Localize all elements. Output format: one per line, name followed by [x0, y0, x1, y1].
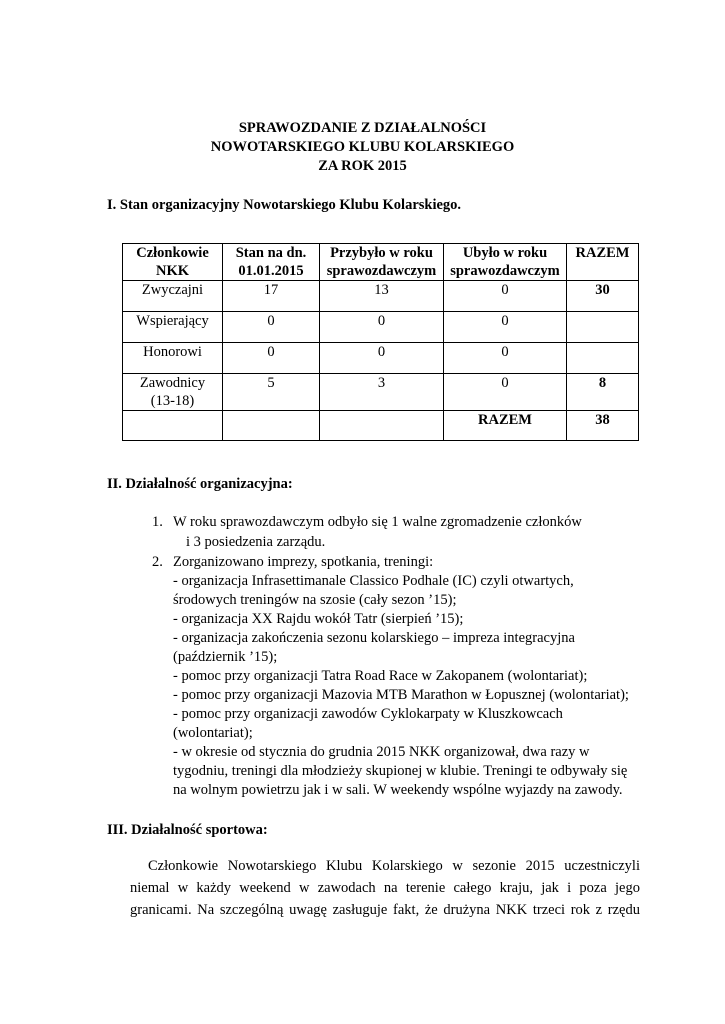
header-razem: RAZEM — [567, 244, 639, 281]
report-title-line2: NOWOTARSKIEGO KLUBU KOLARSKIEGO — [210, 139, 515, 155]
cell-stan: 0 — [223, 343, 320, 374]
cell-przybylo: 0 — [320, 312, 444, 343]
cell-name: Zawodnicy (13-18) — [123, 374, 223, 411]
table-row — [123, 374, 639, 411]
cell-razem — [567, 312, 639, 343]
cell-przybylo: 0 — [320, 343, 444, 374]
cell-empty — [223, 411, 320, 441]
paragraph-line: Członkowie Nowotarskiego Klubu Kolarskiego w sezonie 2015 uczestniczyli — [148, 858, 640, 874]
cell-przybylo: 13 — [320, 281, 444, 312]
report-title-line3: ZA ROK 2015 — [318, 158, 407, 174]
cell-stan: 5 — [223, 374, 320, 411]
list-item: - pomoc przy organizacji Tatra Road Race w Zakopanem (wolontariat); — [173, 668, 588, 684]
section3-heading: III. Działalność sportowa: — [107, 822, 268, 838]
cell-ubylo: 0 — [444, 374, 567, 411]
section2-heading: II. Działalność organizacyjna: — [107, 476, 293, 492]
total-value: 38 — [567, 411, 639, 441]
list-item: na wolnym powietrzu jak i w sali. W weekendy wspólne wyjazdy na zawody. — [173, 782, 623, 798]
list-item: - w okresie od stycznia do grudnia 2015 NKK organizował, dwa razy w — [173, 744, 590, 760]
list-item: i 3 posiedzenia zarządu. — [186, 534, 326, 550]
paragraph-line: granicami. Na szczególną uwagę zasługuje fakt, że drużyna NKK trzeci rok z rzędu — [130, 902, 640, 918]
cell-ubylo: 0 — [444, 312, 567, 343]
cell-ubylo: 0 — [444, 281, 567, 312]
cell-empty — [123, 411, 223, 441]
list-item: - organizacja XX Rajdu wokół Tatr (sierpień ’15); — [173, 611, 464, 627]
list-item: środowych treningów na szosie (cały sezon ’15); — [173, 592, 457, 608]
cell-razem — [567, 343, 639, 374]
list-item: - pomoc przy organizacji zawodów Cyklokarpaty w Kluszkowcach — [173, 706, 563, 722]
list-item: (październik ’15); — [173, 649, 278, 665]
table-row — [123, 281, 639, 312]
paragraph-line: niemal w każdy weekend w zawodach na terenie całego kraju, jak i poza jego — [130, 880, 640, 896]
list-item: W roku sprawozdawczym odbyło się 1 walne zgromadzenie członków — [173, 514, 582, 530]
list-item: Zorganizowano imprezy, spotkania, treningi: — [173, 554, 434, 570]
list-item: - organizacja Infrasettimanale Classico Podhale (IC) czyli otwartych, — [173, 573, 574, 589]
list-item: tygodniu, treningi dla młodzieży skupionej w klubie. Treningi te odbywały się — [173, 763, 628, 779]
cell-razem: 30 — [567, 281, 639, 312]
list-item: - organizacja zakończenia sezonu kolarskiego – impreza integracyjna — [173, 630, 575, 646]
membership-table — [122, 243, 639, 441]
header-czlonkowie: Członkowie NKK — [123, 244, 223, 281]
table-header-row — [123, 244, 639, 281]
cell-empty — [320, 411, 444, 441]
list-item: (wolontariat); — [173, 725, 253, 741]
cell-razem: 8 — [567, 374, 639, 411]
cell-przybylo: 3 — [320, 374, 444, 411]
cell-name: Wspierający — [123, 312, 223, 343]
table-row — [123, 343, 639, 374]
header-stan: Stan na dn. 01.01.2015 — [223, 244, 320, 281]
list-number-1: 1. — [152, 514, 163, 530]
table-row — [123, 312, 639, 343]
cell-name: Zwyczajni — [123, 281, 223, 312]
list-number-2: 2. — [152, 554, 163, 570]
header-przybylo: Przybyło w roku sprawozdawczym — [320, 244, 444, 281]
table-total-row — [123, 411, 639, 441]
total-label: RAZEM — [444, 411, 567, 441]
header-ubylo: Ubyło w roku sprawozdawczym — [444, 244, 567, 281]
cell-stan: 17 — [223, 281, 320, 312]
cell-name: Honorowi — [123, 343, 223, 374]
list-item: - pomoc przy organizacji Mazovia MTB Marathon w Łopusznej (wolontariat); — [173, 687, 629, 703]
cell-ubylo: 0 — [444, 343, 567, 374]
cell-stan: 0 — [223, 312, 320, 343]
section1-heading: I. Stan organizacyjny Nowotarskiego Klubu Kolarskiego. — [107, 197, 462, 213]
report-title-line1: SPRAWOZDANIE Z DZIAŁALNOŚCI — [238, 120, 487, 136]
